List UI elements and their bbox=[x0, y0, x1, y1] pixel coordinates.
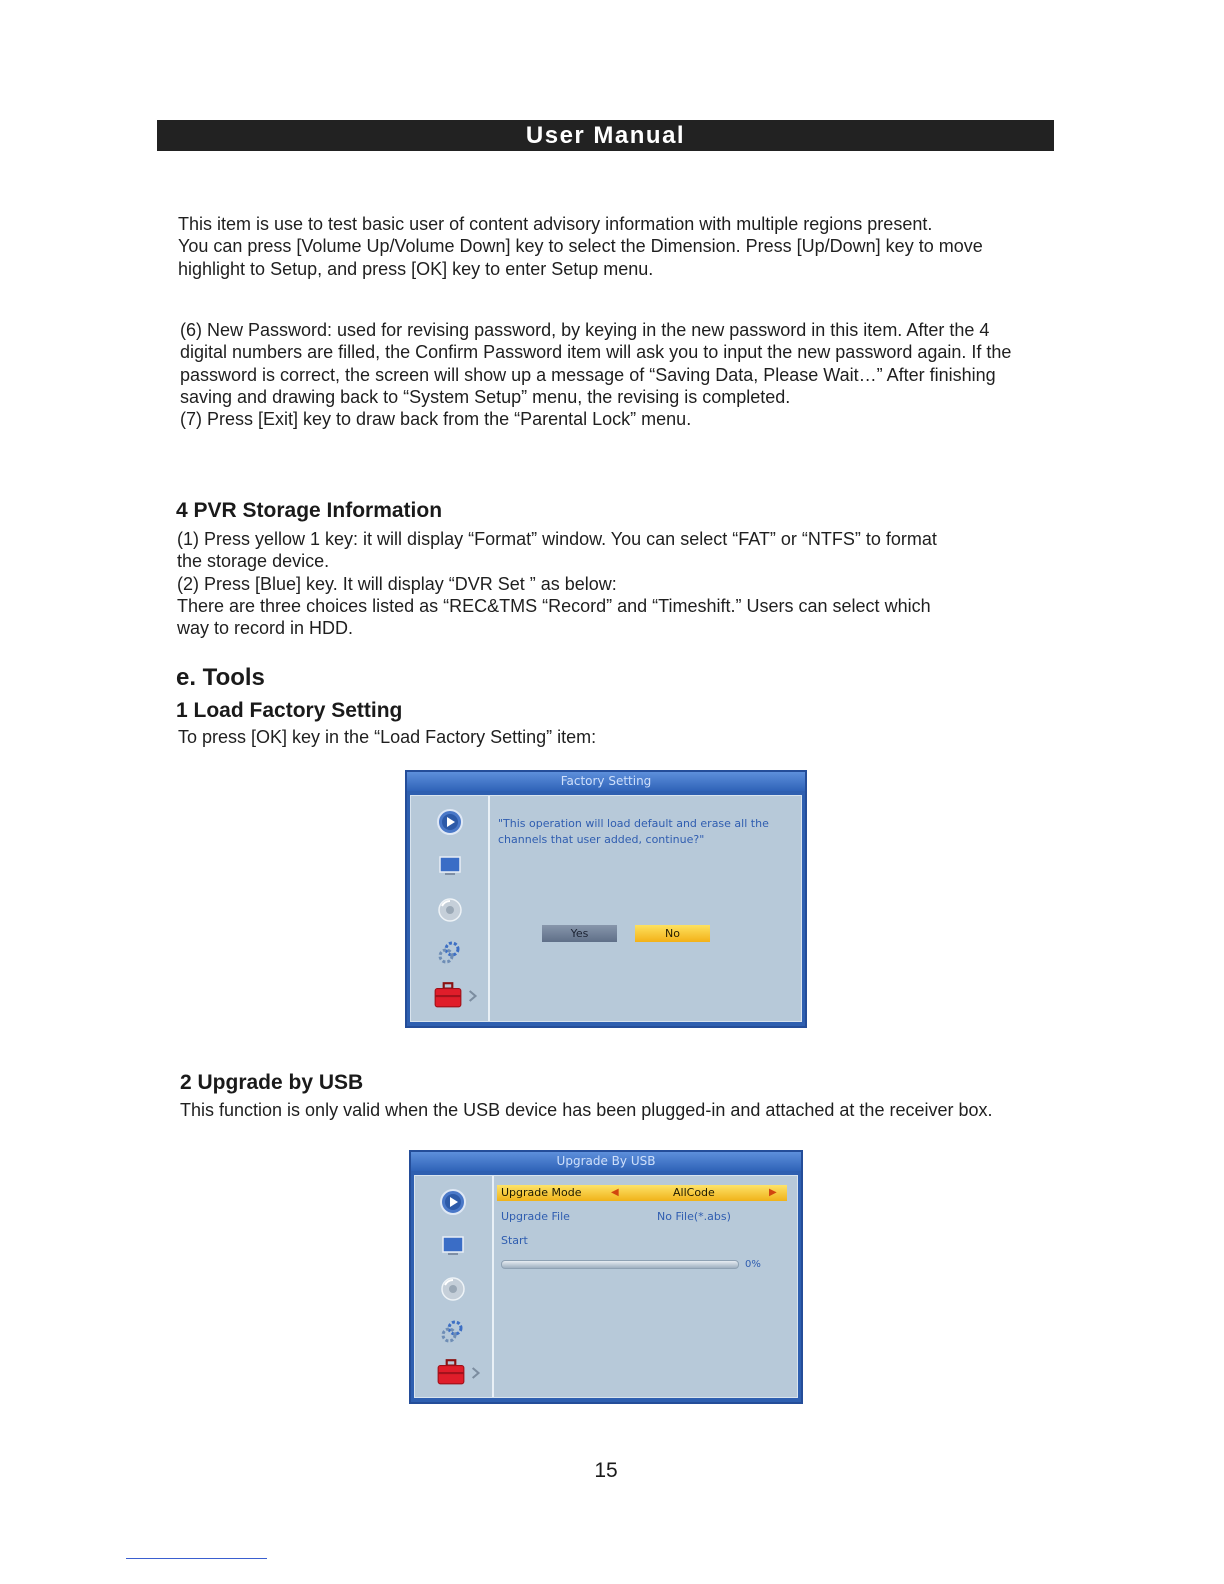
chevron-right-icon[interactable]: ▶ bbox=[769, 1187, 777, 1198]
password-line: saving and drawing back to “System Setup” menu, the revising is completed. bbox=[180, 386, 791, 407]
password-line: password is correct, the screen will show up a message of “Saving Data, Please Wait…” After finishing bbox=[180, 364, 996, 385]
page-number: 15 bbox=[594, 1459, 618, 1482]
upgrade-usb-screen bbox=[409, 1150, 803, 1404]
chevron-right-icon bbox=[471, 1366, 481, 1380]
start-label[interactable]: Start bbox=[501, 1234, 528, 1247]
intro-paragraph bbox=[178, 213, 983, 280]
upgrade-mode-row[interactable] bbox=[497, 1185, 787, 1201]
no-button[interactable]: No bbox=[635, 925, 710, 942]
upgrade-mode-label: Upgrade Mode bbox=[501, 1186, 582, 1199]
pvr-line: There are three choices listed as “REC&TMS “Record” and “Timeshift.” Users can select which bbox=[177, 595, 931, 616]
upgrade-progress-bar bbox=[501, 1260, 739, 1269]
factory-setting-body bbox=[410, 795, 802, 1022]
password-line: (7) Press [Exit] key to draw back from the “Parental Lock” menu. bbox=[180, 409, 692, 430]
chevron-right-icon bbox=[468, 989, 478, 1003]
tv-icon[interactable] bbox=[439, 1232, 467, 1260]
gear-icon[interactable] bbox=[436, 938, 464, 966]
toolbox-icon[interactable] bbox=[431, 980, 465, 1010]
factory-message-line: channels that user added, continue?" bbox=[498, 833, 705, 846]
upgrade-file-label[interactable]: Upgrade File bbox=[501, 1210, 570, 1223]
password-line: digital numbers are filled, the Confirm Password item will ask you to input the new password again. If the bbox=[180, 342, 1012, 363]
pvr-line: the storage device. bbox=[177, 551, 330, 572]
factory-setting-screen bbox=[405, 770, 807, 1028]
upgrade-usb-body bbox=[414, 1175, 798, 1398]
factory-text: To press [OK] key in the “Load Factory Setting” item: bbox=[178, 727, 597, 747]
disc-icon[interactable] bbox=[439, 1275, 467, 1303]
sidebar-divider bbox=[488, 796, 490, 1021]
factory-setting-title: Factory Setting bbox=[407, 772, 805, 791]
factory-heading: 1 Load Factory Setting bbox=[176, 699, 403, 722]
tools-heading: e. Tools bbox=[176, 664, 265, 691]
intro-line: This item is use to test basic user of content advisory information with multiple regions present. bbox=[178, 214, 933, 234]
factory-message-line: "This operation will load default and erase all the bbox=[498, 817, 769, 830]
yes-button[interactable]: Yes bbox=[542, 925, 617, 942]
upgrade-progress-text: 0% bbox=[745, 1259, 761, 1270]
chevron-left-icon[interactable]: ◀ bbox=[611, 1187, 619, 1198]
gear-icon[interactable] bbox=[439, 1317, 467, 1345]
disc-icon[interactable] bbox=[436, 896, 464, 924]
tv-icon[interactable] bbox=[436, 852, 464, 880]
play-icon[interactable] bbox=[436, 808, 464, 836]
password-line: (6) New Password: used for revising password, by keying in the new password in this item. After the 4 bbox=[180, 320, 990, 340]
toolbox-icon[interactable] bbox=[434, 1357, 468, 1387]
password-paragraph bbox=[180, 319, 1011, 430]
pvr-paragraph bbox=[177, 528, 937, 639]
sidebar-divider bbox=[492, 1176, 494, 1397]
upgrade-usb-title: Upgrade By USB bbox=[411, 1152, 801, 1171]
pvr-line: (2) Press [Blue] key. It will display “DVR Set ” as below: bbox=[177, 573, 617, 594]
pvr-line: way to record in HDD. bbox=[177, 618, 354, 639]
upgrade-mode-value: AllCode bbox=[673, 1186, 715, 1199]
play-icon[interactable] bbox=[439, 1188, 467, 1216]
footer-divider bbox=[126, 1558, 267, 1559]
intro-line: You can press [Volume Up/Volume Down] key to select the Dimension. Press [Up/Down] key to move bbox=[178, 236, 983, 257]
pvr-line: (1) Press yellow 1 key: it will display “Format” window. You can select “FAT” or “NTFS” to format bbox=[177, 529, 937, 549]
intro-line: highlight to Setup, and press [OK] key to enter Setup menu. bbox=[178, 258, 654, 279]
usb-heading: 2 Upgrade by USB bbox=[180, 1071, 364, 1094]
page-header-banner: User Manual bbox=[157, 120, 1054, 151]
usb-text: This function is only valid when the USB device has been plugged-in and attached at the receiver box. bbox=[180, 1100, 993, 1120]
pvr-heading: 4 PVR Storage Information bbox=[176, 499, 443, 522]
upgrade-file-value: No File(*.abs) bbox=[657, 1210, 731, 1223]
